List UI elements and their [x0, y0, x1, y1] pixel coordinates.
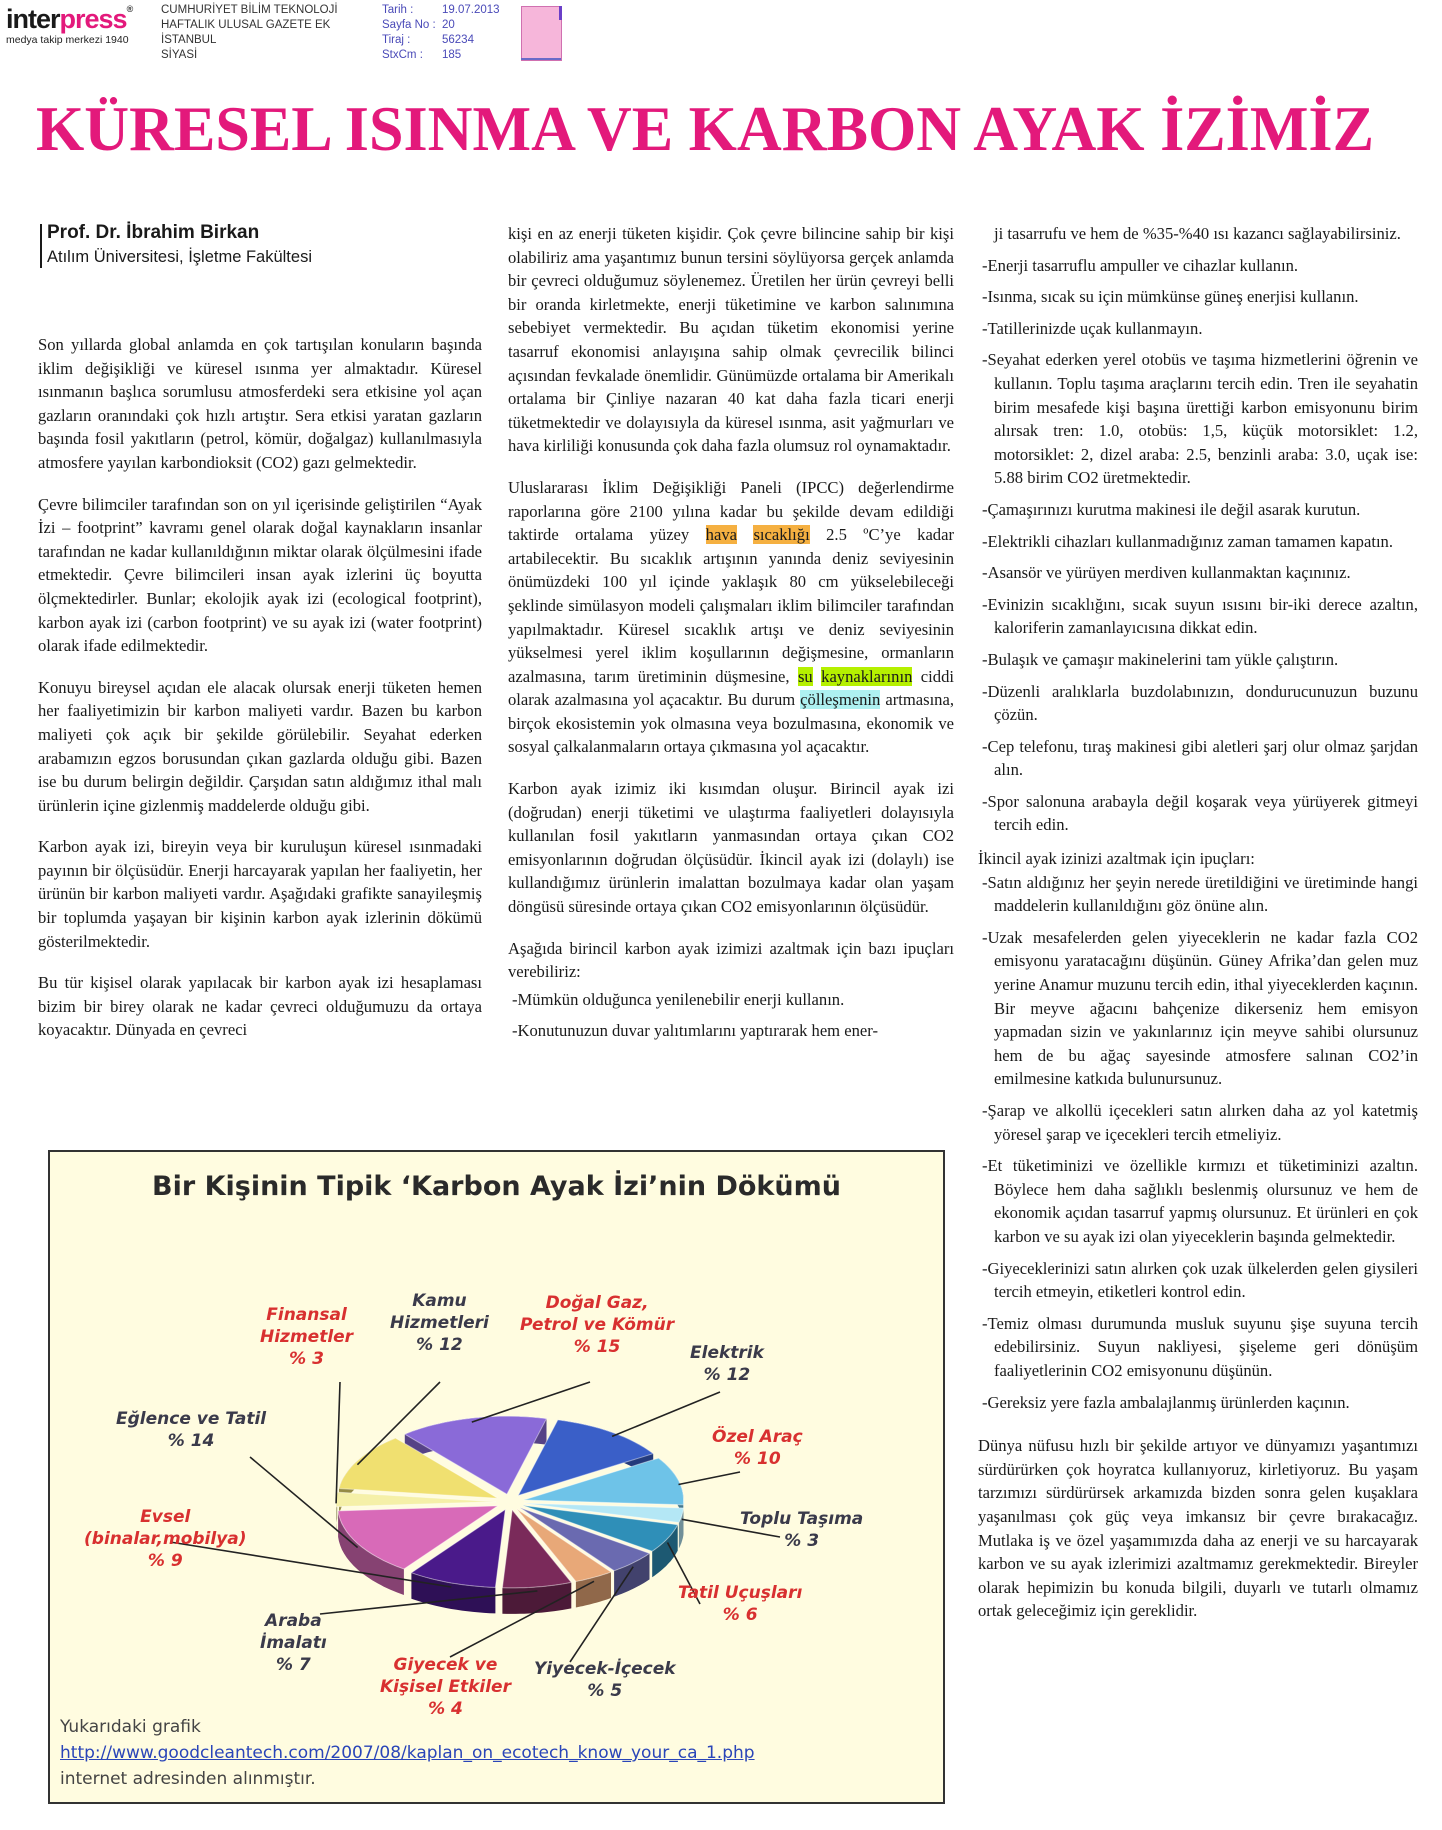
paragraph-ipcc	[508, 476, 954, 759]
label-dogalgaz: Doğal Gaz, Petrol ve Kömür % 15	[520, 1293, 675, 1357]
publication-line: HAFTALIK ULUSAL GAZETE EK	[161, 19, 331, 31]
paragraph: Çevre bilimciler tarafından son on yıl içerisinde geliştirilen “Ayak İzi – footprint” kavramı genel olarak doğal kaynakların insanlar tarafından ne kadar kullanıldığının miktar olarak ölçülmesini ifade etmektedir. Çevre bilimcileri insan ayak izlerini üç boyutta ölçmektedirler. Bunlar; ekolojik ayak izi (ecological footprint), karbon ayak izi (carbon footprint) ve su ayak izi (water footprint) olarak ifade edilmektedir.	[38, 494, 482, 656]
meta-row-stxcm	[382, 48, 500, 63]
label-eglence: Eğlence ve Tatil % 14	[116, 1409, 267, 1451]
label-tatil: Tatil Uçuşları % 6	[678, 1583, 803, 1625]
tip-item: -Mümkün olduğunca yenilenebilir enerji kullanın.	[512, 989, 845, 1009]
chart-caption	[60, 1714, 755, 1792]
closing-paragraph: Dünya nüfusu hızlı bir şekilde artıyor ve dünyamızı yaşantımızı sürdürürken çok hoyratca kullanıyoruz, kirletiyoruz. Bu yaşam tarzımızı sürdürürsek arkamızda bizden sonra gelen kuşaklara yaşanılması çok güç veya imkansız bir çevre bırakacağız. Mutlaka iş ve özel yaşamımızda daha az enerji ve su harcayarak karbon ve su ayak izlerimizi azaltmamız gerekmektedir. Bireyler olarak hepimizin bu konuda bilgili, duyarlı ve tutarlı olmamız ortak geleceğimiz için gereklidir.	[978, 1436, 1418, 1621]
article-column-2	[508, 222, 954, 1051]
paragraph: Son yıllarda global anlamda en çok tartışılan konuların başında iklim değişikliği ve küresel ısınma yer almaktadır. Küresel ısınmanın başlıca sorumlusu atmosferdeki sera etkisine yol açan gazların oranındaki çok hızlı artıştır. Sera etkisi yaratan gazların başında fosil yakıtların (petrol, kömür, doğalgaz) kullanılmasıyla atmosfere yayılan karbondioksit (CO2) gazı gelmektedir.	[38, 335, 482, 472]
text-run: Uluslararası İklim Değişikliği Paneli (IPCC) değerlendirme raporlarına göre 2100 yılına kadar bu şekilde devam edildiği taktirde ortalama yüzey	[508, 477, 954, 545]
article-column-1	[38, 333, 482, 1060]
label-araba: Araba İmalatı % 7	[260, 1611, 327, 1675]
paragraph: Konuyu bireysel açıdan ele alacak olursak enerji tüketen hemen her faaliyetimizin bir karbon maliyeti vardır. Bazen bu karbon maliyeti çok açık bir şekilde görülebilir. Seyahat ederken arabamızın egzos borusundan çıkan gazlarda olduğu gibi. Bazen ise bu durum belirgin değildir. Çarşıdan satın aldığımız ithal malı ürünlerin içine gizlenmiş maddelerde olduğu gibi.	[38, 677, 482, 815]
label-kamu: Kamu Hizmetleri % 12	[390, 1291, 489, 1355]
tip-item: -Temiz olması durumunda musluk suyunu şişe suyuna tercih edebilirsiniz. Suyun nakliyesi, şişeleme geri dönüşüm faaliyetlerinin CO2 emisyonunu düşünün.	[982, 1313, 1418, 1380]
paragraph: Aşağıda birincil karbon ayak izimizi azaltmak için bazı ipuçları verebiliriz:	[508, 938, 954, 982]
highlight-green: kaynaklarının	[821, 666, 913, 686]
tip-item: -Seyahat ederken yerel otobüs ve taşıma hizmetlerini öğrenin ve kullanın. Toplu taşıma araçlarını tercih edin. Tren ile seyahatin birim mesafede kişi başına ürettiği karbon emisyonunu birim alırsak tren: 1.0, otobüs: 1,5, küçük motorsiklet: 1.2, motorsiklet: 2, dizel araba: 2.5, benzinli araba: 3.0, uçak ise: 5.88 birim CO2 üretmektedir.	[982, 350, 1418, 488]
meta-row-page	[382, 18, 500, 33]
leader-line	[472, 1382, 590, 1422]
author-divider	[40, 224, 42, 268]
tip-item: -Et tüketiminizi ve özellikle kırmızı et tüketiminizi azaltın. Böylece hem daha sağlıklı beslenmiş olursunuz ve hem de ekonomik açıdan tasarruf yapmış olursunuz. Et ürünleri en çok karbon ve su ayak izi olan yiyeceklerin başında gelmektedir.	[982, 1156, 1418, 1246]
paragraph: Karbon ayak izi, bireyin veya bir kuruluşun küresel ısınmadaki payının bir ölçüsüdür. Enerji harcayarak yapılan her faaliyetin, her ürünün bir karbon maliyeti vardır. Aşağıdaki grafikte sanayileşmiş bir toplumda yaşayan bir kişinin karbon ayak izlerinin dökümü gösterilmektedir.	[38, 837, 482, 951]
tip-item: -Enerji tasarruflu ampuller ve cihazlar kullanın.	[982, 255, 1299, 275]
tip-item: -Tatillerinizde uçak kullanmayın.	[982, 318, 1203, 338]
meta-key: Tiraj :	[382, 34, 411, 46]
meta-value: 185	[442, 49, 462, 61]
label-evsel: Evsel (binalar,mobilya) % 9	[84, 1507, 247, 1571]
tip-item: -Uzak mesafelerden gelen yiyeceklerin ne kadar fazla CO2 emisyonu yaratacağını düşünün. Güney Afrika’dan gelen muz yerine Anamur muzunu tercih edin, ithal yiyeceklerden kaçının. Bir meyve ağacını bahçenize dikerseniz hem emisyon yapmadan sizin ve yakınlarınız için meyve sahibi olursunuz hem de bu ağaç sayesinde atmosfere salınan CO2’in emilmesine katkıda bulunursunuz.	[982, 927, 1418, 1089]
tip-item: -Spor salonuna arabayla değil koşarak veya yürüyerek gitmeyi tercih edin.	[982, 791, 1418, 835]
interpress-logo	[6, 4, 132, 35]
article-column-3	[978, 222, 1418, 1641]
tip-item: -Giyeceklerinizi satın alırken çok uzak ülkelerden gelen giysileri tercih etmeyin, etiketleri kontrol edin.	[982, 1258, 1418, 1302]
highlight-cyan: çölleşmenin	[800, 690, 881, 710]
leader-line	[612, 1392, 720, 1436]
author-name: Prof. Dr. İbrahim Birkan	[47, 222, 260, 243]
label-finansal: Finansal Hizmetler % 3	[260, 1305, 354, 1369]
publication-line: İSTANBUL	[161, 34, 217, 46]
publication-line: CUMHURİYET BİLİM TEKNOLOJİ	[161, 4, 338, 16]
carbon-footprint-chart	[48, 1150, 945, 1804]
meta-key: Tarih :	[382, 4, 414, 16]
tip-item: -Cep telefonu, tıraş makinesi gibi aletleri şarj olur olmaz şarjdan alın.	[982, 736, 1418, 780]
leader-line	[336, 1382, 340, 1503]
tip-item: -Konutunuzun duvar yalıtımlarını yaptırarak hem ener-	[512, 1021, 878, 1041]
logo-subtitle: medya takip merkezi 1940	[6, 34, 129, 46]
meta-row-date	[382, 3, 500, 18]
meta-row-circulation	[382, 33, 500, 48]
highlight-orange: hava	[705, 525, 737, 545]
label-toplu: Toplu Taşıma % 3	[740, 1509, 864, 1551]
label-ozelarac: Özel Araç % 10	[712, 1427, 803, 1469]
logo-registered-mark: ®	[126, 4, 133, 14]
clipping-metadata	[382, 3, 500, 63]
meta-key: StxCm :	[382, 49, 423, 61]
tip-item: -Çamaşırınızı kurutma makinesi ile değil asarak kurutun.	[982, 499, 1361, 519]
meta-value: 20	[442, 19, 455, 31]
logo-inter-text: inter	[6, 4, 60, 34]
chart-title: Bir Kişinin Tipik ‘Karbon Ayak İzi’nin Dökümü	[152, 1171, 841, 1202]
paragraph: Bu tür kişisel olarak yapılacak bir karbon ayak izi hesaplaması bizim bir birey olarak ne kadar çevreci olduğumuzu da ortaya koyacaktır. Dünyada en çevreci	[38, 973, 482, 1040]
publication-info	[161, 3, 338, 63]
text-run: artmasına, birçok ekosistemin yok olmasına veya bozulmasına, ekonomik ve sosyal çalkalanmaların ortaya çıkmasına yol açacaktır.	[508, 690, 954, 757]
publication-line: SİYASİ	[161, 49, 198, 61]
tip-item: -Evinizin sıcaklığını, sıcak suyun ısısını bir-iki derece azaltın, kaloriferin zamanlayıcısına dikkat edin.	[982, 594, 1418, 638]
article-headline: KÜRESEL ISINMA VE KARBON AYAK İZİMİZ	[36, 93, 1374, 164]
tip-item: -Bulaşık ve çamaşır makinelerini tam yükle çalıştırın.	[982, 649, 1339, 669]
page-thumbnail-marker	[559, 6, 562, 20]
meta-key: Sayfa No :	[382, 19, 436, 31]
tip-item: -Asansör ve yürüyen merdiven kullanmaktan kaçınınız.	[982, 563, 1351, 583]
label-giyecek: Giyecek ve Kişisel Etkiler % 4	[380, 1655, 511, 1719]
section-heading: İkincil ayak izinizi azaltmak için ipuçları:	[978, 849, 1255, 869]
tip-item: -Düzenli aralıklarla buzdolabınızın, dondurucunuzun buzunu çözün.	[982, 681, 1418, 725]
tip-item: -Elektrikli cihazları kullanmadığınız zaman tamamen kapatın.	[982, 531, 1393, 551]
meta-value: 56234	[442, 34, 474, 46]
paragraph: kişi en az enerji tüketen kişidir. Çok çevre bilincine sahip bir kişi olabiliriz ama yaşantımız bunun tersini söylüyorsa gerçek anlamda bir çevreci olduğumuz söylenemez. Üretilen her ürün çevreyi belli bir oranda kirletmekte, enerji tüketimine ve karbon salınımına sebebiyet vermektedir. Bu açıdan tüketim ekonomisi yerine tasarruf ekonomisi anlayışına sahip olmak çevrecilik bilinci açısından fevkalade önemlidir. Günümüzde ortalama bir Amerikalı ortalama bir Çinliye nazaran 40 kat daha fazla ticari enerji tüketmektedir ve dolayısıyla da küresel ısınma, asit yağmurları ve hava kirliliği konusunda çok daha fazla olumsuz rol oynamaktadır.	[508, 224, 954, 456]
highlight-green: su	[797, 666, 813, 686]
tip-item: -Şarap ve alkollü içecekleri satın alırken daha az yol katetmiş yöresel şarap ve içecekleri tercih etmeliyiz.	[982, 1101, 1418, 1144]
leader-line	[679, 1472, 741, 1485]
page-thumbnail-underline	[521, 58, 561, 60]
label-elektrik: Elektrik % 12	[690, 1343, 764, 1385]
tip-item: -Gereksiz yere fazla ambalajlanmış ürünlerden kaçının.	[982, 1392, 1350, 1412]
page-thumbnail[interactable]	[521, 6, 562, 61]
author-affiliation: Atılım Üniversitesi, İşletme Fakültesi	[47, 248, 312, 266]
caption-line: Yukarıdaki grafik	[60, 1717, 201, 1737]
tip-item: -Satın aldığınız her şeyin nerede üretildiğini ve üretiminde hangi maddelerin kullanıldığını göz önüne alın.	[982, 872, 1418, 916]
tip-item-continued: ji tasarrufu ve hem de %35-%40 ısı kazancı sağlayabilirsiniz.	[994, 224, 1401, 243]
paragraph: Karbon ayak izimiz iki kısımdan oluşur. Birincil ayak izi (doğrudan) enerji tüketimi ve ulaştırma faaliyetleri dolayısıyla kullanılan fosil yakıtların yanmasından ortaya çıkan CO2 emisyonlarının doğrudan ölçüsüdür. İkincil ayak izi (dolaylı) ise kullandığımız ürünlerin imalattan bozulmaya kadar olan yaşam döngüsü süresinde ortaya çıkan CO2 emisyonlarının ölçüsüdür.	[508, 779, 954, 917]
text-run: ciddi olarak azalmasına yol açacaktır. Bu durum	[508, 666, 954, 710]
highlight-orange: sıcaklığı	[753, 525, 810, 545]
label-yiyecek: Yiyecek-İçecek % 5	[534, 1659, 676, 1701]
meta-value: 19.07.2013	[442, 4, 500, 16]
logo-press-text: press	[59, 4, 127, 34]
tip-item: -Isınma, sıcak su için mümkünse güneş enerjisi kullanın.	[982, 287, 1359, 307]
caption-line: internet adresinden alınmıştır.	[60, 1769, 316, 1789]
source-link[interactable]: http://www.goodcleantech.com/2007/08/kaplan_on_ecotech_know_your_ca_1.php	[60, 1743, 755, 1763]
text-run: 2.5 ºC’ye kadar artabilecektir. Bu sıcaklık artışının yanında deniz seviyesinin önümüzdeki 100 yıl içinde yaklaşık 80 cm yükselebileceği şeklinde simülasyon modeli çalışmaları iklim bilimciler tarafından yapılmaktadır. Küresel sıcaklık artışı ve deniz seviyesinin yükselmesi yerel iklim koşullarının değişmesine, ormanların azalmasına, tarım üretiminin düşmesine,	[508, 525, 954, 686]
